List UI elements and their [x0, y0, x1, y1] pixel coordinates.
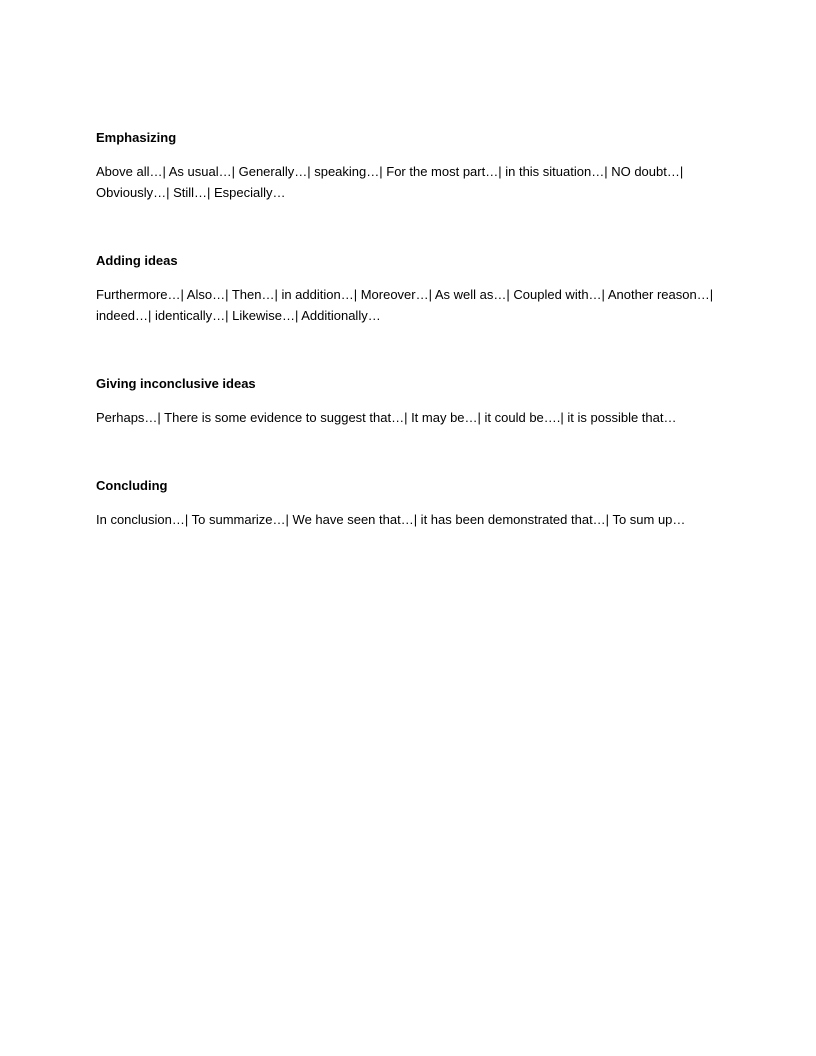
section-adding-ideas — [96, 251, 716, 326]
section-heading: Emphasizing — [96, 130, 177, 145]
section-heading: Giving inconclusive ideas — [96, 376, 256, 391]
section-concluding — [96, 476, 716, 531]
section-emphasizing — [96, 128, 716, 203]
section-heading: Adding ideas — [96, 253, 178, 268]
document-page — [96, 128, 716, 530]
section-giving-inconclusive-ideas — [96, 374, 716, 429]
section-body: Above all…| As usual…| Generally…| speaking…| For the most part…| in this situation…| NO doubt…| Obviously…| Still…| Especially… — [96, 164, 684, 200]
section-body: Furthermore…| Also…| Then…| in addition…| Moreover…| As well as…| Coupled with…| Another reason…| indeed…| identically…| Likewise…| Additionally… — [96, 287, 714, 323]
section-body: In conclusion…| To summarize…| We have seen that…| it has been demonstrated that…| To sum up… — [96, 511, 686, 527]
section-heading: Concluding — [96, 477, 168, 493]
section-body: Perhaps…| There is some evidence to suggest that…| It may be…| it could be….| it is possible that… — [96, 410, 677, 425]
